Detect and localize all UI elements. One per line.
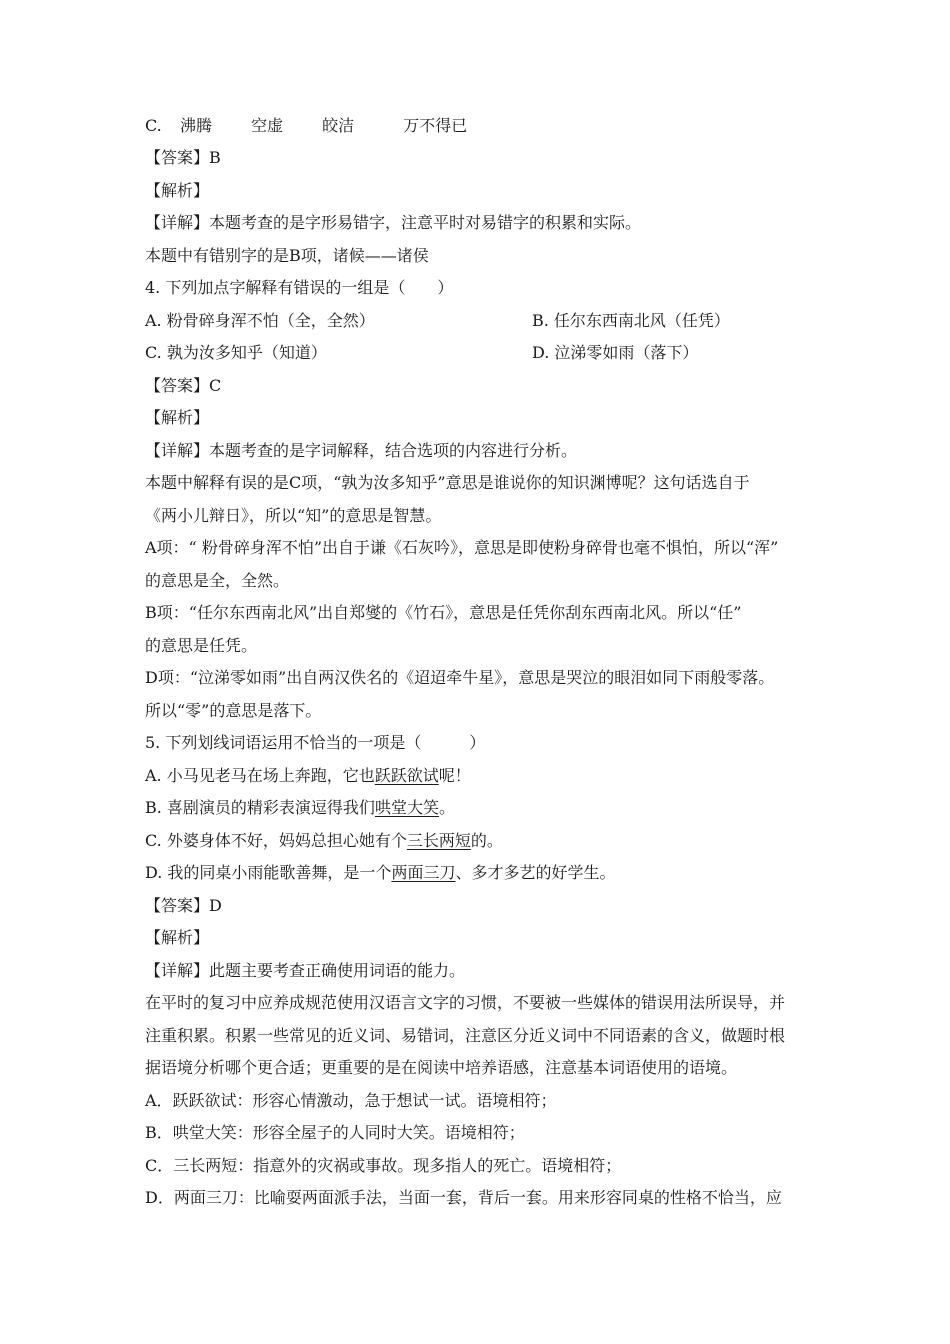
- q4-analysis-heading: 【解析】: [145, 408, 210, 427]
- q5-text-line: 注重积累。积累一些常见的近义词、易错词，注意区分近义词中不同语素的含义，做题时根: [145, 1026, 786, 1045]
- q4-option-d: D. 泣涕零如雨（落下）: [532, 343, 699, 362]
- q5-text-line: D．两面三刀：比喻耍两面派手法，当面一套，背后一套。用来形容同桌的性格不恰当，应: [145, 1188, 782, 1207]
- word: 空虚: [251, 116, 284, 135]
- word: 沸腾: [179, 116, 212, 135]
- word: 皎洁: [322, 116, 355, 135]
- option-text: 的。: [470, 831, 503, 850]
- q5-option-b: [145, 798, 455, 818]
- underlined-phrase: 两面三刀: [391, 863, 456, 882]
- option-text: C. 外婆身体不好，妈妈总担心她有个: [145, 831, 407, 850]
- q4-text-line: 《两小儿辩日》，所以“知”的意思是智慧。: [145, 506, 442, 525]
- option-text: D. 我的同桌小雨能歌善舞，是一个: [145, 863, 392, 882]
- q5-option-a: [145, 766, 471, 786]
- option-text: 呢！: [438, 766, 471, 785]
- q5-text-line: 在平时的复习中应养成规范使用汉语言文字的习惯，不要被一些媒体的错误用法所误导，并: [145, 993, 786, 1012]
- q5-option-c: [145, 831, 503, 851]
- q4-text-line: A项：“ 粉骨碎身浑不怕”出自于谦《石灰吟》，意思是即使粉身碎骨也毫不惧怕，所以“浑”: [145, 538, 779, 557]
- q5-answer: 【答案】D: [145, 896, 222, 915]
- q4-answer: 【答案】C: [145, 376, 222, 395]
- q4-text-line: 的意思是任凭。: [145, 636, 258, 655]
- q5-text-line: B．哄堂大笑：形容全屋子的人同时大笑。语境相符；: [145, 1123, 525, 1142]
- q5-option-d: [145, 863, 615, 883]
- q4-option-a: A. 粉骨碎身浑不怕（全，全然）: [145, 311, 375, 330]
- q5-stem: 5. 下列划线词语运用不恰当的一项是（ ）: [145, 733, 486, 752]
- q4-text-line: D项：“泣涕零如雨”出自两汉佚名的《迢迢牵牛星》，意思是哭泣的眼泪如同下雨般零落。: [145, 668, 775, 687]
- q4-text-line: 本题中解释有误的是C项，“孰为汝多知乎”意思是谁说你的知识渊博呢？这句话选自于: [145, 473, 750, 492]
- underlined-phrase: 跃跃欲试: [374, 766, 439, 785]
- q3-option-c: [145, 116, 467, 136]
- q5-text-line: 据语境分析哪个更合适；更重要的是在阅读中培养语感，注意基本词语使用的语境。: [145, 1058, 738, 1077]
- q3-answer: 【答案】B: [145, 148, 221, 167]
- q4-text-line: 的意思是全，全然。: [145, 571, 290, 590]
- q4-text-line: 所以“零”的意思是落下。: [145, 701, 322, 720]
- option-text: B. 喜剧演员的精彩表演逗得我们: [145, 798, 375, 817]
- q3-detail: 【详解】本题考查的是字形易错字，注意平时对易错字的积累和实际。: [145, 213, 642, 232]
- underlined-phrase: 哄堂大笑: [374, 798, 439, 817]
- option-label: C.: [145, 116, 162, 135]
- option-text: 。: [438, 798, 455, 817]
- q4-stem: 4. 下列加点字解释有错误的一组是（ ）: [145, 278, 454, 297]
- underlined-phrase: 三长两短: [406, 831, 471, 850]
- word: 万不得已: [403, 116, 468, 135]
- q5-text-line: A．跃跃欲试：形容心情激动，急于想试一试。语境相符；: [145, 1091, 557, 1110]
- q4-detail: 【详解】本题考查的是字词解释，结合选项的内容进行分析。: [145, 441, 578, 460]
- q5-detail: 【详解】此题主要考查正确使用词语的能力。: [145, 961, 466, 980]
- option-text: A. 小马见老马在场上奔跑，它也: [145, 766, 375, 785]
- q3-note: 本题中有错别字的是B项，诸候——诸侯: [145, 246, 429, 265]
- option-text: 、多才多艺的好学生。: [455, 863, 616, 882]
- q5-analysis-heading: 【解析】: [145, 928, 210, 947]
- q4-option-c: C. 孰为汝多知乎（知道）: [145, 343, 327, 362]
- q5-text-line: C．三长两短：指意外的灾祸或事故。现多指人的死亡。语境相符；: [145, 1156, 622, 1175]
- q4-option-b: B. 任尔东西南北风（任凭）: [532, 311, 730, 330]
- q4-text-line: B项：“任尔东西南北风”出自郑燮的《竹石》，意思是任凭你刮东西南北风。所以“任”: [145, 603, 742, 622]
- q3-analysis-heading: 【解析】: [145, 181, 210, 200]
